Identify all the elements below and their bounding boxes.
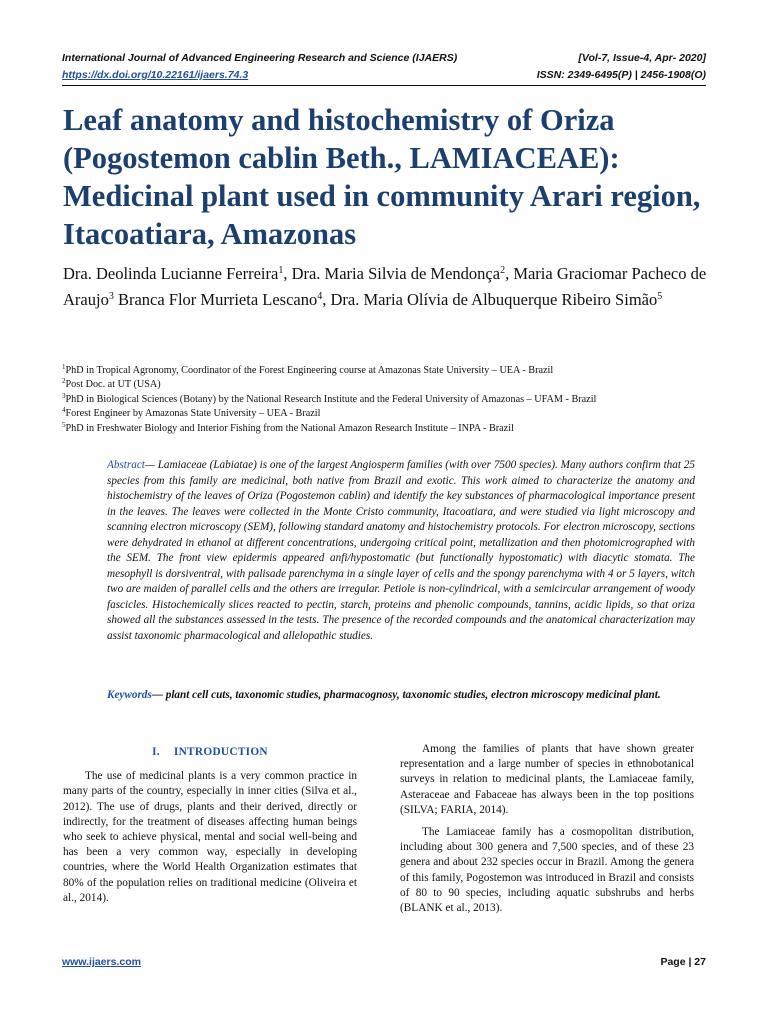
header-divider [62,85,706,86]
author-name: , Dra. Maria Olívia de Albuquerque Ribeiro Simão [322,290,658,309]
issn: ISSN: 2349-6495(P) | 2456-1908(O) [536,69,706,81]
paper-title: Leaf anatomy and histochemistry of Oriza (Pogostemon cablin Beth., LAMIACEAE): Medicinal plant used in community Arari region, Itacoatiara, Amazonas [63,103,701,251]
paragraph: The Lamiaceae family has a cosmopolitan distribution, including about 300 genera and 7,500 species, and of these 23 genera and about 232 species occur in Brazil. Among the genera of this family, Pogostemon was introduced in Brazil and consists of 80 to 90 species, including aquatic subshrubs and herbs (BLANK et al., 2013). [400,826,694,915]
page-number: Page | 27 [660,956,706,968]
author-name: Branca Flor Murrieta Lescano [113,290,318,309]
section-heading: I. INTRODUCTION [152,746,268,758]
author-name: Dra. Deolinda Lucianne Ferreira [63,264,279,283]
author-list [63,261,723,313]
journal-name: International Journal of Advanced Engineering Research and Science (IJAERS) [62,52,458,64]
affiliation: $^4$Forest Engineer by Amazonas State University – UEA - Brazil [62,406,321,420]
left-column [63,742,357,906]
journal-website-link[interactable]: www.ijaers.com [62,956,141,968]
author-name: , Dra. Maria Silvia de Mendonça [283,264,501,283]
right-column [400,742,694,916]
keywords: Keywords— plant cell cuts, taxonomic studies, pharmacognosy, taxonomic studies, electron microscopy medicinal plant. [107,689,661,701]
affiliations [62,364,722,436]
author-sup: 1 [278,265,284,276]
running-header-line2 [62,69,706,81]
author-sup: 5 [657,291,663,302]
keywords-label: Keywords [107,689,152,701]
abstract-label: Abstract [107,459,145,471]
doi-link[interactable]: https://dx.doi.org/10.22161/ijaers.74.3 [62,69,249,81]
affiliation: $^2$Post Doc. at UT (USA) [62,377,161,391]
affiliation: $^1$PhD in Tropical Agronomy, Coordinator of the Forest Engineering course at Amazonas State University – UEA - Brazil [62,363,554,376]
affiliation: $^3$PhD in Biological Sciences (Botany) by the National Research Institute and the Federal University of Amazonas – UFAM - Brazil [62,391,597,405]
abstract-text: Lamiaceae (Labiatae) is one of the largest Angiosperm families (with over 7500 species). Many authors confirm that 25 species from this family are medicinal, both native from Brazil and exotic. This work aimed to characterize the anatomy and histochemistry of the leaves of Oriza (Pogostemon cablin) and identify the key substances of pharmacological importance present in the leaves. The leaves were collected in the Monte Cristo community, Itacoatiara, and were studied via light microscopy and scanning electron microscopy (SEM), following standard anatomy and histochemistry protocols. For electron microscopy, sections were dehydrated in ethanol at different concentrations, undergoing critical point, metallization and then photomicrographed with the SEM. The front view epidermis appeared anfi/hypostomatic (but functionally hypostomatic) with diacytic stomata. The mesophyll is dorsiventral, with palisade parenchyma in a single layer of cells and the spongy parenchyma with 4 or 5 layers, witch two are maiden of parallel cells and the others are irregular. Petiole is non-cylindrical, with a semicircular arrangement of woody fascicles. Histochemically slices reacted to pectin, starch, proteins and phenolic compounds, tannins, acidic lipids, so that oriza showed all the substances assessed in the tests. The presence of the recorded compounds and the anatomical characterization may assist taxonomic pharmacological and allelopathic studies. [107,459,695,642]
paragraph: Among the families of plants that have shown greater representation and a large number of species in ethnobotanical surveys in relation to medicinal plants, the Lamiaceae family, Asteraceae and Fabaceae has always been in the top positions (SILVA; FARIA, 2014). [400,743,694,816]
running-header [62,52,706,64]
author-sup: 3 [108,291,114,302]
paragraph: The use of medicinal plants is a very common practice in many parts of the country, especially in inner cities (Silva et al., 2012). The use of drugs, plants and their derived, directly or indirectly, for the treatment of diseases affecting human beings who seek to achieve physical, mental and social well-being and has been a very common way, especially in developing countries, where the World Health Organization estimates that 80% of the population relies on traditional medicine (Oliveira et al., 2014). [63,770,357,904]
author-name: , Maria Graciomar Pacheco de Araujo [63,264,707,309]
author-sup: 2 [500,265,506,276]
affiliation: $^5$PhD in Freshwater Biology and Interior Fishing from the National Amazon Research Institute – INPA - Brazil [62,420,514,434]
keywords-text: plant cell cuts, taxonomic studies, pharmacognosy, taxonomic studies, electron microscopy medicinal plant. [165,689,661,701]
volume-issue: [Vol-7, Issue-4, Apr- 2020] [578,52,706,64]
abstract: Abstract— Lamiaceae (Labiatae) is one of the largest Angiosperm families (with over 7500 species). Many authors confirm that 25 species from this family are medicinal, both native from Brazil and exotic. This work aimed to characterize the anatomy and histochemistry of the leaves of Oriza (Pogostemon cablin) and identify the key substances of pharmacological importance present in the leaves. The leaves were collected in the Monte Cristo community, Itacoatiara, and were studied via light microscopy and scanning electron microscopy (SEM), following standard anatomy and histochemistry protocols. For electron microscopy, sections were dehydrated in ethanol at different concentrations, undergoing critical point, metallization and then photomicrographed with the SEM. The front view epidermis appeared anfi/hypostomatic (but functionally hypostomatic) with diacytic stomata. The mesophyll is dorsiventral, with palisade parenchyma in a single layer of cells and the spongy parenchyma with 4 or 5 layers, witch two are maiden of parallel cells and the others are irregular. Petiole is non-cylindrical, with a semicircular arrangement of woody fascicles. Histochemically slices reacted to pectin, starch, proteins and phenolic compounds, tannins, acidic lipids, so that oriza showed all the substances assessed in the tests. The presence of the recorded compounds and the anatomical characterization may assist taxonomic pharmacological and allelopathic studies. [107,459,695,642]
author-sup: 4 [317,291,323,302]
